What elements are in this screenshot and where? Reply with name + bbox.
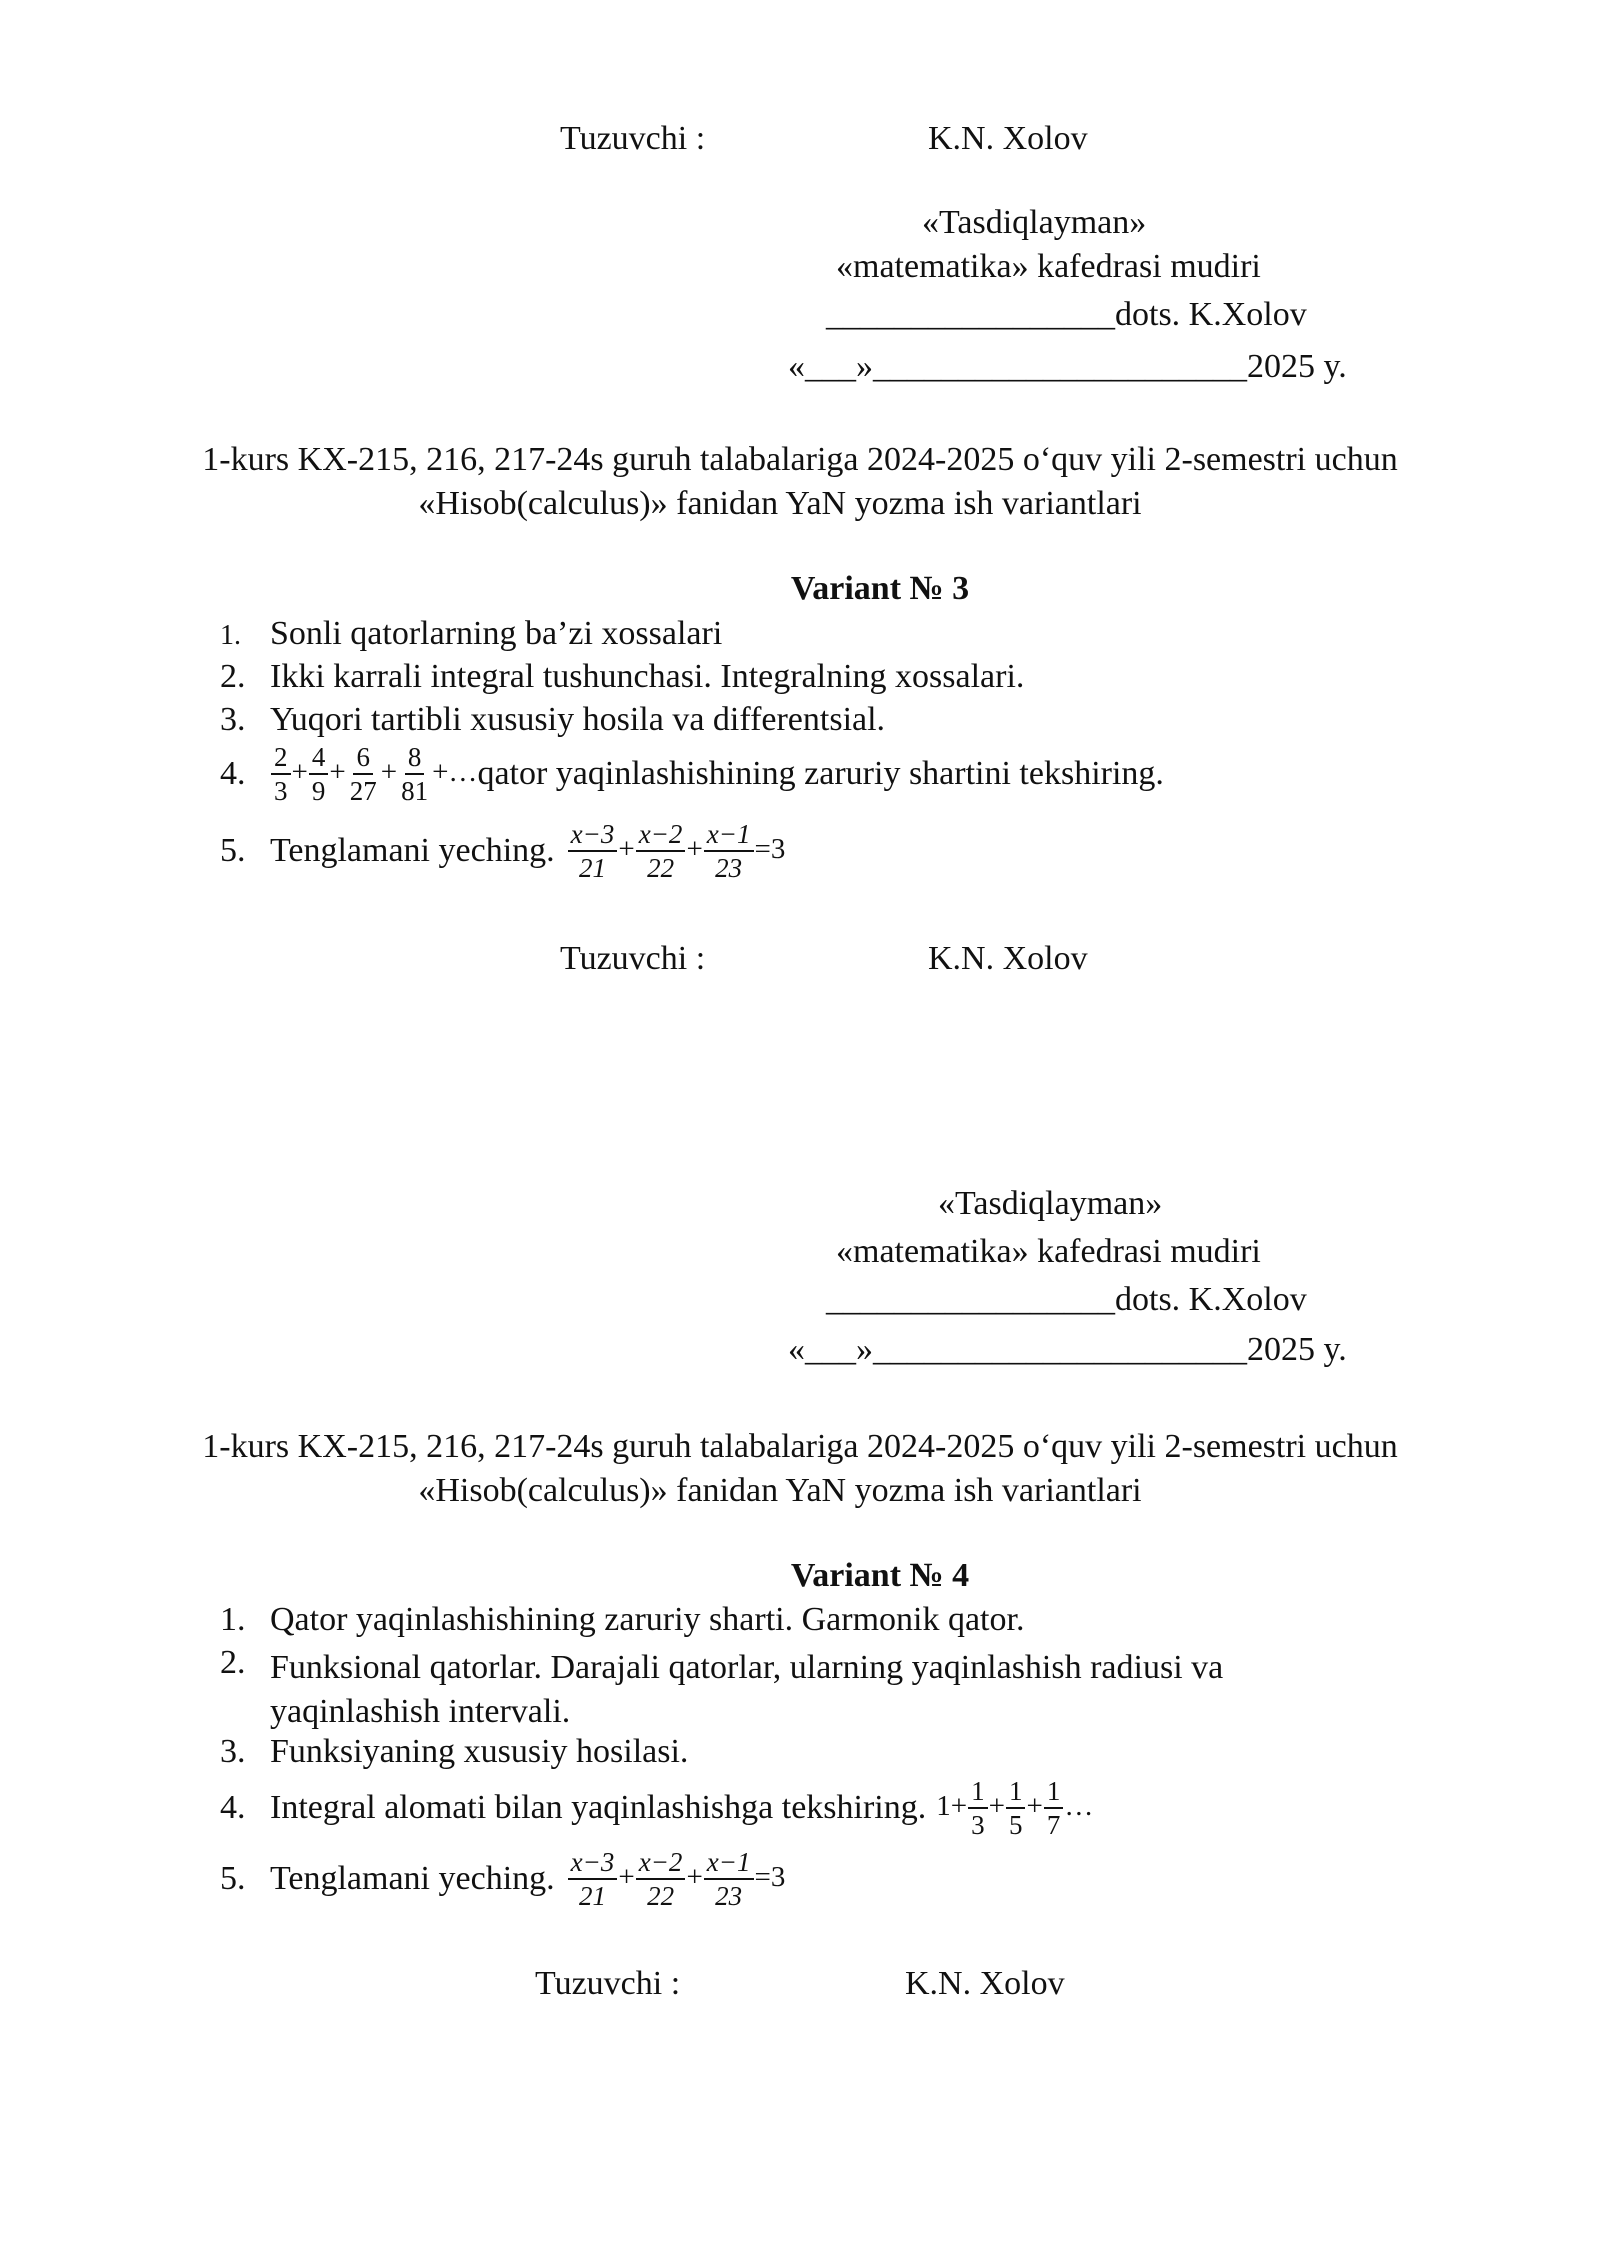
fraction: $\frac{8}{81}$: [401, 742, 429, 807]
approval-signature-line: [826, 1283, 1307, 1317]
item-text: Ikki karrali integral tushunchasi. Integralning xossalari.: [270, 658, 1025, 695]
item-text: Funksiyaning xususiy hosilasi.: [270, 1733, 689, 1770]
item-number: 2.: [220, 658, 246, 695]
item-text: qator yaqinlashishining zaruriy shartini tekshiring.: [477, 755, 1164, 793]
equation-expression: $\frac{x-3}{21}$ + $\frac{x-2}{22}$ + $\frac{x-1}{23}$ =3: [567, 1848, 786, 1911]
variant-title-text: Variant № 4: [790, 1557, 970, 1594]
approval-title: «Tasdiqlayman»: [922, 204, 1147, 241]
list-item: [220, 1848, 785, 1911]
fraction: $\frac{x-2}{22}$: [636, 820, 686, 883]
approval-department: «matematika» kafedrasi mudiri: [836, 248, 1261, 285]
approval-department: «matematika» kafedrasi mudiri: [836, 1233, 1261, 1270]
item-number: 1.: [220, 620, 241, 651]
item-number: 5.: [220, 1860, 246, 1898]
list-item: [220, 743, 1164, 806]
list-item: [220, 617, 722, 651]
item-text: Tenglamani yeching.: [270, 1860, 555, 1898]
fraction: $\frac{1}{3}$: [968, 1777, 988, 1840]
signature-underline: _________________: [826, 296, 1115, 333]
fraction: $\frac{x-3}{21}$: [568, 1848, 618, 1911]
item-text: Qator yaqinlashishining zaruriy sharti. Garmonik qator.: [270, 1601, 1025, 1638]
signature-label: Tuzuvchi :: [560, 940, 706, 977]
signature-label: Tuzuvchi :: [560, 120, 706, 157]
approval-title: «Tasdiqlayman»: [938, 1185, 1163, 1222]
fraction: $\frac{x-2}{22}$: [636, 1848, 686, 1911]
list-item: [220, 820, 785, 883]
signature-name: K.N. Xolov: [928, 940, 1088, 977]
item-number: 4.: [220, 1789, 246, 1827]
approver-name: dots. K.Xolov: [1115, 1281, 1307, 1318]
approval-date: «___»______________________2025 y.: [788, 1331, 1347, 1368]
signature-name: K.N. Xolov: [905, 1965, 1065, 2002]
document-header-line1: 1-kurs KX-215, 216, 217-24s guruh talabalariga 2024-2025 o‘quv yili 2-semestri uchun: [202, 1428, 1398, 1465]
variant-title: [80, 1559, 1600, 1593]
list-item: [220, 1646, 1223, 1734]
list-item: [220, 660, 1024, 694]
approver-name: dots. K.Xolov: [1115, 296, 1307, 333]
approval-signature-line: [826, 298, 1307, 332]
variant-title: [80, 572, 1600, 606]
list-item: [220, 703, 885, 737]
document-header-line2: «Hisob(calculus)» fanidan YaN yozma ish variantlari: [418, 485, 1142, 522]
equation-expression: $\frac{x-3}{21}$ + $\frac{x-2}{22}$ + $\frac{x-1}{23}$ =3: [567, 820, 786, 883]
item-number: 1.: [220, 1601, 246, 1638]
item-text: Sonli qatorlarning ba’zi xossalari: [270, 615, 723, 652]
item-text: Funksional qatorlar. Darajali qatorlar, ularning yaqinlashish radiusi va yaqinlashish intervali.: [270, 1649, 1224, 1731]
document-header-line1: 1-kurs KX-215, 216, 217-24s guruh talabalariga 2024-2025 o‘quv yili 2-semestri uchun: [202, 441, 1398, 478]
fraction: $\frac{x-1}{23}$: [704, 1848, 754, 1911]
series-expression: 1+ $\frac{1}{3}$ + $\frac{1}{5}$ + $\frac{1}{7}$ …: [936, 1776, 1094, 1841]
fraction: $\frac{x-1}{23}$: [704, 820, 754, 883]
signature-underline: _________________: [826, 1281, 1115, 1318]
fraction: $\frac{1}{5}$: [1006, 1777, 1026, 1840]
variant-title-text: Variant № 3: [790, 570, 970, 607]
item-text: Integral alomati bilan yaqinlashishga tekshiring.: [270, 1789, 927, 1827]
fraction: $\frac{4}{9}$: [309, 743, 329, 806]
series-expression: $\frac{2}{3}$ + $\frac{4}{9}$ + $\frac{6}{27}$ + $\frac{8}{81}$ +…: [270, 743, 477, 806]
fraction: $\frac{2}{3}$: [271, 743, 291, 806]
list-item: [220, 1735, 688, 1769]
document-header-line2: «Hisob(calculus)» fanidan YaN yozma ish variantlari: [418, 1472, 1142, 1509]
signature-name: K.N. Xolov: [928, 120, 1088, 157]
approval-date: «___»______________________2025 y.: [788, 348, 1347, 385]
fraction: $\frac{x-3}{21}$: [568, 820, 618, 883]
fraction: $\frac{6}{27}$: [349, 742, 377, 807]
item-text: Yuqori tartibli xususiy hosila va differentsial.: [270, 701, 886, 738]
item-number: 4.: [220, 755, 246, 793]
signature-label: Tuzuvchi :: [535, 1965, 681, 2002]
item-number: 2.: [220, 1644, 246, 1681]
fraction: $\frac{1}{7}$: [1044, 1777, 1064, 1840]
item-number: 3.: [220, 701, 246, 738]
list-item: [220, 1777, 1093, 1840]
list-item: [220, 1603, 1024, 1637]
item-text: Tenglamani yeching.: [270, 832, 555, 870]
item-number: 3.: [220, 1733, 246, 1770]
item-number: 5.: [220, 832, 246, 870]
